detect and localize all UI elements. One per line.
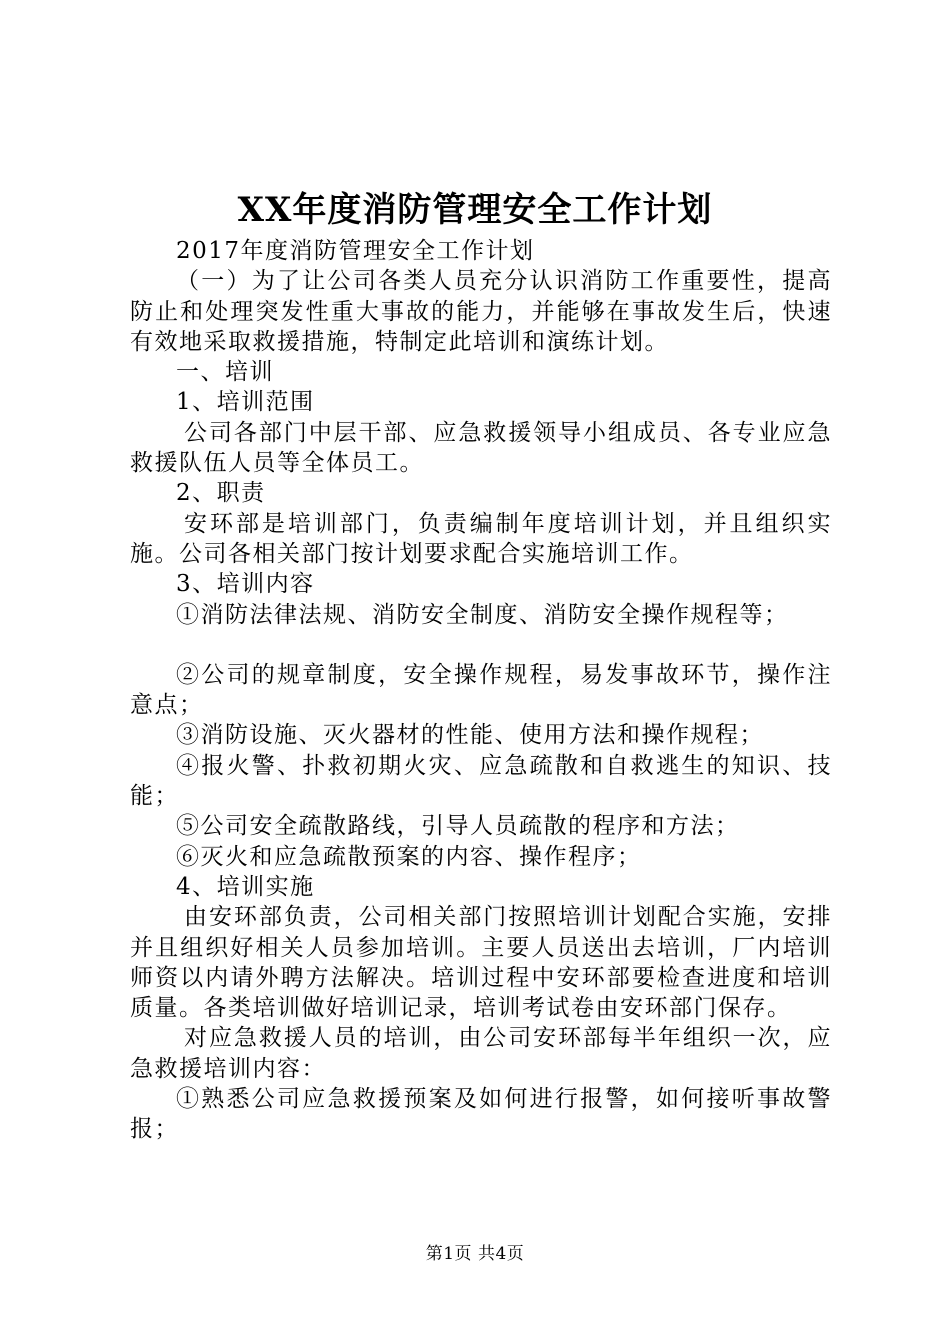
paragraph: 2017年度消防管理安全工作计划 [176, 238, 535, 264]
paragraph: 公司各部门中层干部、应急救援领导小组成员、各专业应急救援队伍人员等全体员工。 [130, 419, 832, 477]
paragraph: 由安环部负责，公司相关部门按照培训计划配合实施，安排并且组织好相关人员参加培训。主要人员送出去培训，厂内培训师资以内请外聘方法解决。培训过程中安环部要检查进度和培训质量。各类培训做好培训记录，培训考试卷由安环部门保存。 [130, 904, 832, 1022]
paragraph: 1、培训范围 [176, 389, 315, 416]
document-body [130, 236, 832, 1145]
paragraph: 一、培训 [176, 359, 274, 386]
paragraph: ⑤公司安全疏散路线，引导人员疏散的程序和方法； [176, 813, 740, 840]
paragraph: 对应急救援人员的培训，由公司安环部每半年组织一次，应急救援培训内容： [130, 1025, 832, 1082]
paragraph: 安环部是培训部门，负责编制年度培训计划，并且组织实施。公司各相关部门按计划要求配合实施培训工作。 [130, 510, 832, 567]
paragraph-spacer [130, 630, 832, 660]
paragraph: 3、培训内容 [176, 571, 315, 598]
paragraph: 4、培训实施 [176, 873, 315, 900]
paragraph: ①消防法律法规、消防安全制度、消防安全操作规程等； [176, 601, 789, 628]
page-footer: 第1页 共4页 [425, 1244, 525, 1264]
paragraph: ④报火警、扑救初期火灾、应急疏散和自救逃生的知识、技能； [130, 752, 832, 810]
paragraph: ①熟悉公司应急救援预案及如何进行报警，如何接听事故警报； [130, 1086, 832, 1143]
paragraph: ⑥灭火和应急疏散预案的内容、操作程序； [176, 843, 642, 870]
paragraph: （一）为了让公司各类人员充分认识消防工作重要性，提高防止和处理突发性重大事故的能力，并能够在事故发生后，快速有效地采取救援措施，特制定此培训和演练计划。 [130, 268, 832, 355]
paragraph: 2、职责 [176, 480, 266, 507]
document-title: XX年度消防管理安全工作计划 [237, 190, 713, 230]
paragraph: ③消防设施、灭火器材的性能、使用方法和操作规程； [176, 722, 764, 749]
paragraph: ②公司的规章制度，安全操作规程，易发事故环节，操作注意点； [130, 661, 832, 719]
